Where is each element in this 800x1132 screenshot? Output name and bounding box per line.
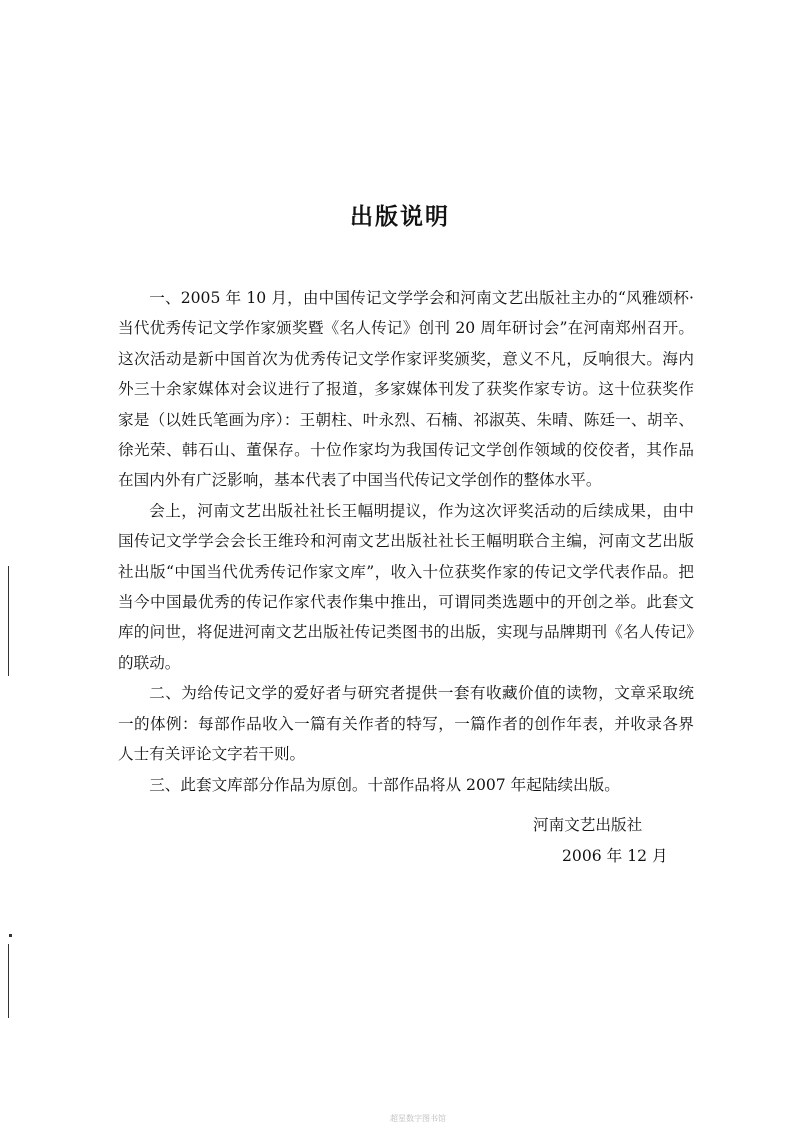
scan-edge-line-upper <box>8 566 9 676</box>
paragraph-1: 一、2005 年 10 月，由中国传记文学学会和河南文艺出版社主办的“风雅颂杯·当代优秀传记文学作家颁奖暨《名人传记》创刊 20 周年研讨会”在河南郑州召开。这次活动是新中国首次为优秀传记文学作家评奖颁奖，意义不凡，反响很大。海内外三十余家媒体对会议进行了报道，多家媒体刊发了获奖作家专访。这十位获奖作家是（以姓氏笔画为序）：王朝柱、叶永烈、石楠、祁淑英、朱晴、陈廷一、胡辛、徐光荣、韩石山、董保存。十位作家均为我国传记文学创作领域的佼佼者，其作品在国内外有广泛影响，基本代表了中国当代传记文学创作的整体水平。 <box>118 289 694 490</box>
paragraph-4: 三、此套文库部分作品为原创。十部作品将从 2007 年起陆续出版。 <box>149 775 620 794</box>
body-text <box>118 283 694 800</box>
paragraph-3: 二、为给传记文学的爱好者与研究者提供一套有收藏价值的读物，文章采取统一的体例：每部作品收入一篇有关作者的特写，一篇作者的创作年表，并收录各界人士有关评论文字若干则。 <box>118 684 694 764</box>
page-title: 出版说明 <box>350 204 450 230</box>
scan-edge-dot <box>9 934 12 937</box>
paragraph-2: 会上，河南文艺出版社社长王幅明提议，作为这次评奖活动的后续成果，由中国传记文学学会会长王维玲和河南文艺出版社社长王幅明联合主编，河南文艺出版社出版“中国当代优秀传记作家文库”，收入十位获奖作家的传记文学代表作品。把当今中国最优秀的传记作家代表作集中推出，可谓同类选题中的开创之举。此套文库的问世，将促进河南文艺出版社传记类图书的出版，实现与品牌期刊《名人传记》的联动。 <box>118 501 694 672</box>
signature-date: 2006 年 12 月 <box>562 847 668 865</box>
scan-edge-line-lower <box>8 944 9 1018</box>
footer-watermark: 超星数字图书馆 <box>390 1114 446 1123</box>
signature-publisher: 河南文艺出版社 <box>533 816 643 834</box>
